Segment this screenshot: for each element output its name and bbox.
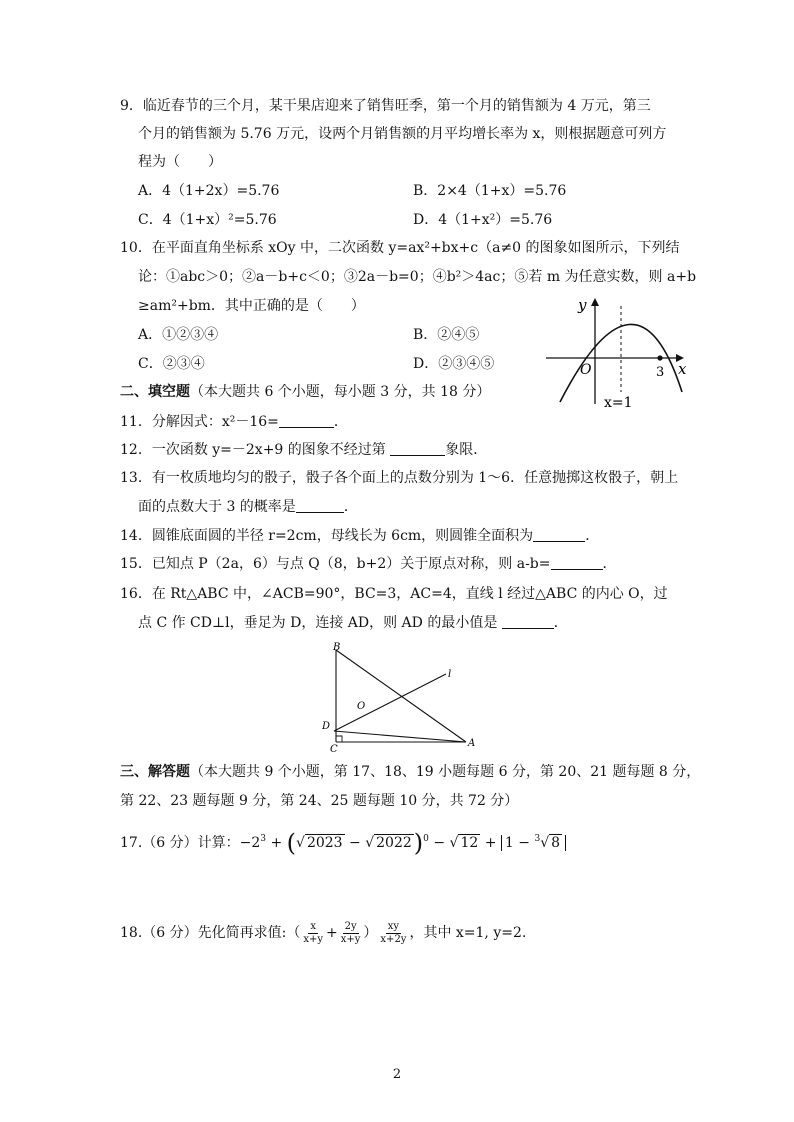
q12	[120, 440, 487, 460]
graph-origin-label: O	[580, 362, 592, 378]
graph-x-label: x	[678, 360, 687, 378]
q12-blank[interactable]	[390, 441, 445, 456]
q10-line1: 10．在平面直角坐标系 xOy 中，二次函数 y=ax²+bx+c（a≠0 的图象如图所示，下列结	[120, 240, 680, 256]
q17-rad-2023: 2023	[306, 835, 343, 851]
q10-option-b: B．②④⑤	[413, 327, 480, 343]
q18-lead: 18.（6 分）先化简再求值:（	[120, 925, 301, 941]
fig-label-o: O	[357, 701, 366, 712]
q9-line3: 程为（ ）	[138, 154, 222, 170]
q17: 17.（6 分）计算：$-2^3$ + (√ 2023 − √ 2022)$^0$ − √ 12 + 1 − $^3$√ 8	[120, 830, 566, 856]
q13-blank[interactable]	[296, 498, 344, 513]
q17-rad-2022: 2022	[376, 835, 412, 851]
q18-tail: ，其中 x=1, y=2.	[409, 925, 527, 941]
q18	[120, 918, 526, 948]
q14-blank[interactable]	[533, 527, 585, 542]
section2-title: 二、填空题	[120, 384, 190, 400]
q17-plus2: +	[480, 835, 501, 851]
q12-end: 象限．	[445, 442, 488, 458]
q11-blank[interactable]	[279, 413, 334, 428]
q10-option-d: D．②③④⑤	[413, 356, 495, 372]
fig-label-b: B	[333, 642, 341, 653]
q15	[120, 554, 617, 574]
fig-label-l: l	[448, 669, 452, 680]
q11	[120, 412, 348, 432]
q9-option-c: C．4（1+x）²=5.76	[138, 212, 277, 228]
q10-line2: 论：①abc＞0；②a－b+c＜0；③2a－b=0；④b²＞4ac；⑤若 m 为任意实数，则 a+b	[138, 269, 697, 285]
q13-text: 面的点数大于 3 的概率是	[138, 499, 296, 515]
q9-line1: 9．临近春节的三个月，某干果店迎来了销售旺季，第一个月的销售额为 4 万元，第三	[120, 98, 651, 114]
section3-title: 三、解答题	[120, 764, 190, 780]
q13-line2	[138, 497, 358, 517]
fig-label-d: D	[322, 721, 331, 732]
graph-axis-label: x=1	[604, 395, 633, 411]
triangle-figure	[316, 636, 486, 754]
q11-text: 11．分解因式：x²－16=	[120, 414, 279, 430]
q18-frac3: $\frac{xy}{x+2y}$	[380, 920, 407, 945]
q10-line3: ≥am²+bm．其中正确的是（ ）	[138, 298, 365, 314]
q13-line1: 13．有一枚质地均匀的骰子，骰子各个面上的点数分别为 1～6．任意抛掷这枚骰子，朝上	[120, 470, 679, 486]
q12-text: 12．一次函数 y=－2x+9 的图象不经过第	[120, 442, 391, 458]
q17-exp-zero: 0	[423, 834, 429, 844]
q16-end: ．	[553, 615, 568, 631]
fig-label-a: A	[468, 738, 476, 749]
section3-line2: 第 22、23 题每题 9 分，第 24、25 题每题 10 分，共 72 分）	[120, 793, 519, 809]
q16-blank[interactable]	[502, 614, 554, 629]
section3-note: （本大题共 9 个小题，第 17、18、19 小题每题 6 分，第 20、21 题每题 8 分，	[190, 764, 701, 780]
q17-cube-index: 3	[534, 834, 541, 844]
page-number: 2	[392, 1067, 402, 1082]
graph-y-label: y	[578, 296, 587, 314]
q10-option-c: C．②③④	[138, 356, 205, 372]
section2-heading	[120, 382, 490, 402]
q14-end: ．	[585, 528, 600, 544]
section3-heading	[120, 762, 700, 782]
q15-text: 15．已知点 P（2a，6）与点 Q（8，b+2）关于原点对称，则 a-b=	[120, 556, 551, 572]
section2-note: （本大题共 6 个小题，每小题 3 分，共 18 分）	[190, 384, 491, 400]
q18-plus: +	[326, 925, 338, 941]
graph-root-label: 3	[656, 365, 665, 380]
q17-neg-two: −2	[239, 835, 261, 851]
q11-end: ．	[333, 414, 348, 430]
q16-text: 点 C 作 CD⊥l，垂足为 D，连接 AD，则 AD 的最小值是	[138, 615, 502, 631]
q17-abs-text: 1 −	[504, 835, 535, 851]
q9-line2: 个月的销售额为 5.76 万元，设两个月销售额的月平均增长率为 x，则根据题意可列方	[138, 126, 667, 142]
q17-rad-12: 12	[460, 835, 479, 851]
q17-minus: −	[344, 835, 366, 851]
q17-exp-three: 3	[260, 834, 266, 844]
q9-option-b: B．2×4（1+x）=5.76	[413, 183, 567, 199]
q18-frac1: $\frac{x}{x+y}$	[303, 920, 324, 945]
q9-option-a: A．4（1+2x）=5.76	[138, 183, 280, 199]
q17-lead: 17.（6 分）计算：	[120, 835, 240, 851]
fig-label-c: C	[330, 744, 338, 754]
parabola-graph	[540, 292, 690, 412]
q18-frac2: $\frac{2y}{x+y}$	[340, 920, 361, 945]
q17-rad-8: 8	[551, 835, 561, 851]
q14	[120, 526, 599, 546]
q10-option-a: A．①②③④	[138, 327, 219, 343]
q13-end: ．	[343, 499, 358, 515]
q16-line1: 16．在 Rt△ABC 中，∠ACB=90°，BC=3，AC=4，直线 l 经过△ABC 的内心 O，过	[120, 586, 668, 602]
q15-end: ．	[602, 556, 617, 572]
q15-blank[interactable]	[551, 555, 603, 570]
q17-plus1: +	[266, 835, 287, 851]
q9-option-d: D．4（1+x²）=5.76	[413, 212, 553, 228]
q14-text: 14．圆锥底面圆的半径 r=2cm，母线长为 6cm，则圆锥全面积为	[120, 528, 534, 544]
q18-mid: ）	[363, 925, 378, 941]
q16-line2	[138, 613, 568, 633]
q17-minus2: −	[428, 835, 450, 851]
